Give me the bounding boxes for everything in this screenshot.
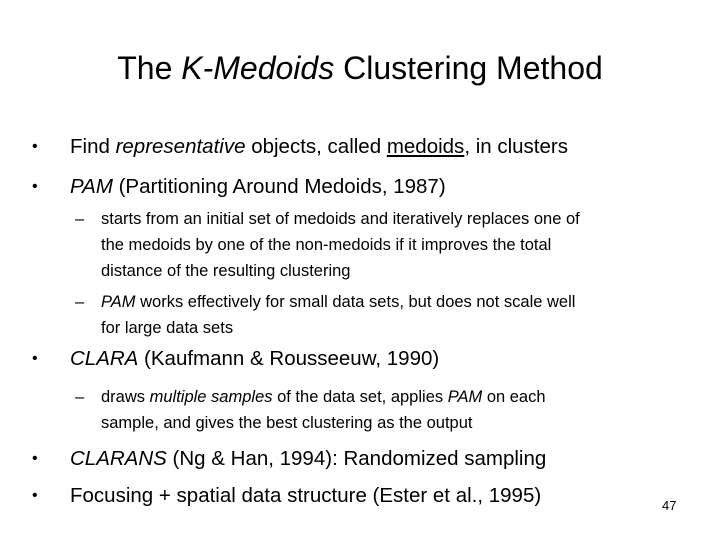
dash-marker: – xyxy=(75,293,85,311)
title-italic: K-Medoids xyxy=(181,50,335,86)
page-number: 47 xyxy=(662,498,677,513)
sub-item-3-1 xyxy=(75,384,691,436)
sub-3-1-line-2: sample, and gives the best clustering as the output xyxy=(101,414,473,432)
bullet-item-3 xyxy=(32,346,690,372)
bullet-4-text-b: (Ng & Han, 1994): Randomized sampling xyxy=(166,447,547,470)
title-post: Clustering Method xyxy=(334,50,603,86)
sub-item-2-1 xyxy=(75,206,691,284)
bullet-4-text-a: CLARANS xyxy=(70,447,167,470)
sub-3-1-text-d: PAM xyxy=(447,388,483,406)
bullet-marker: • xyxy=(32,487,38,504)
dash-marker: – xyxy=(75,210,85,228)
bullet-marker: • xyxy=(32,350,38,367)
sub-2-2-text-b: works effectively for small data sets, but does not scale well xyxy=(135,293,576,311)
bullet-marker: • xyxy=(32,138,38,155)
dash-marker: – xyxy=(75,388,85,406)
bullet-1-text-b: representative xyxy=(115,135,246,158)
sub-3-1-line-1 xyxy=(101,384,691,410)
sub-3-1-text-a: draws xyxy=(101,388,150,406)
bullet-item-1 xyxy=(32,134,690,160)
sub-2-2-text-a: PAM xyxy=(101,293,136,311)
sub-3-1-text-c: of the data set, applies xyxy=(272,388,448,406)
bullet-1-text-c: objects, called xyxy=(245,135,387,158)
bullet-2-text-a: PAM xyxy=(70,175,113,198)
sub-2-1-line-2: the medoids by one of the non-medoids if it improves the total xyxy=(101,236,552,254)
sub-item-2-2 xyxy=(75,289,691,341)
sub-2-2-line-2: for large data sets xyxy=(101,319,234,337)
bullet-1-text-d: medoids xyxy=(386,135,465,158)
bullet-3-text-a: CLARA xyxy=(70,347,139,370)
sub-3-1-text-b: multiple samples xyxy=(149,388,273,406)
bullet-marker: • xyxy=(32,178,38,195)
bullet-1-text-a: Find xyxy=(70,135,116,158)
bullet-item-5 xyxy=(32,483,690,509)
bullet-3-text-b: (Kaufmann & Rousseeuw, 1990) xyxy=(138,347,440,370)
bullet-1-text-e: , in clusters xyxy=(464,135,568,158)
sub-2-1-line-1: starts from an initial set of medoids and iteratively replaces one of xyxy=(101,210,580,228)
title-pre: The xyxy=(117,50,182,86)
sub-2-1-line-3: distance of the resulting clustering xyxy=(101,262,351,280)
sub-2-2-line-1 xyxy=(101,289,691,315)
slide-title xyxy=(0,46,720,90)
bullet-item-2 xyxy=(32,174,690,200)
bullet-5-text-a: Focusing + spatial data structure (Ester et al., 1995) xyxy=(70,484,542,507)
bullet-marker: • xyxy=(32,450,38,467)
bullet-2-text-b: (Partitioning Around Medoids, 1987) xyxy=(112,175,446,198)
sub-3-1-text-e: on each xyxy=(482,388,546,406)
bullet-item-4 xyxy=(32,446,690,472)
